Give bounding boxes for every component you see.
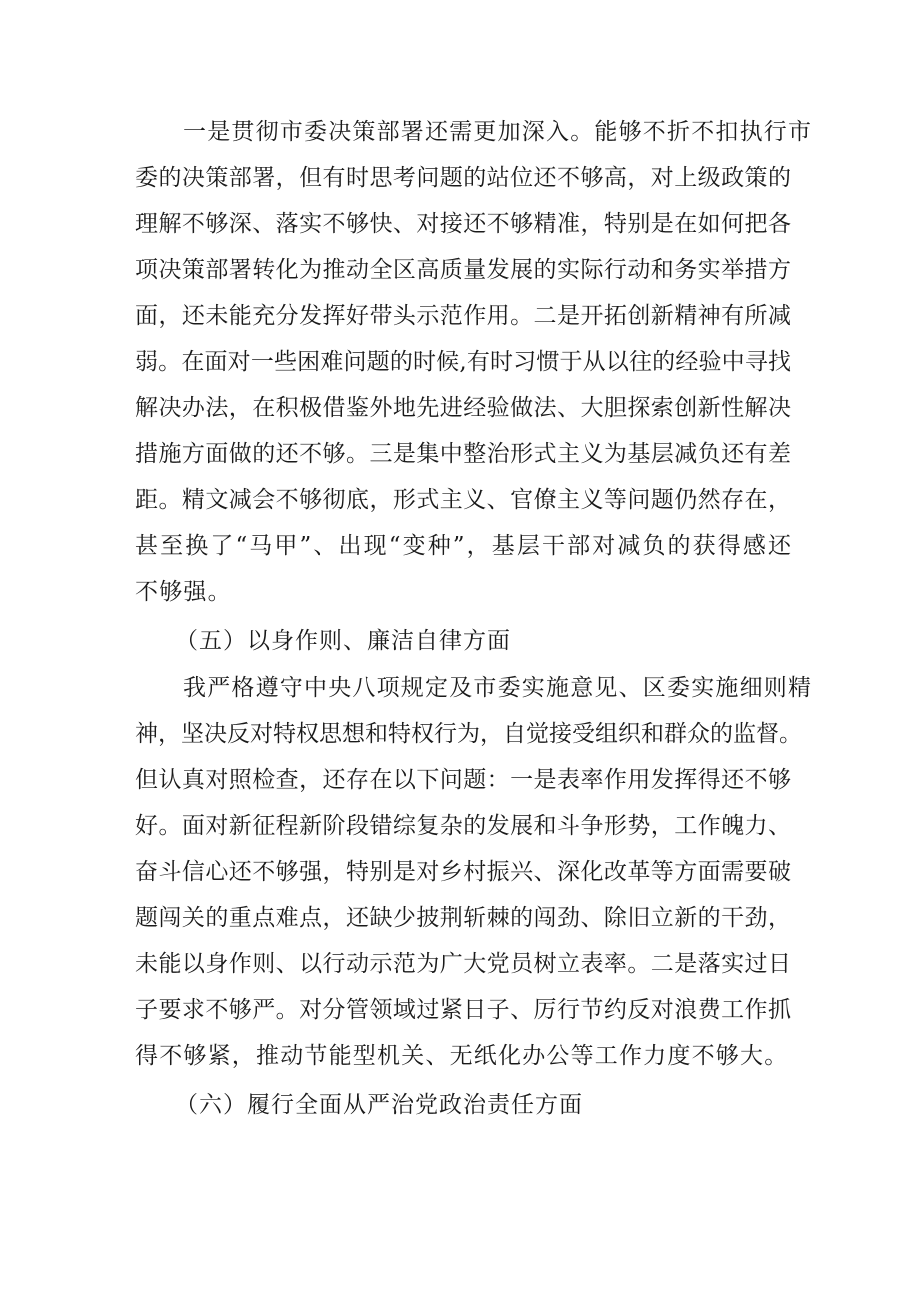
paragraph-2-line-5: 奋斗信心还不够强，特别是对乡村振兴、深化改革等方面需要破 <box>135 859 791 885</box>
paragraph-2-line-6: 题闯关的重点难点，还缺少披荆斩棘的闯劲、除旧立新的干劲， <box>135 905 791 931</box>
paragraph-1-line-8: 措施方面做的还不够。三是集中整治形式主义为基层减负还有差 <box>135 441 791 467</box>
paragraph-2-line-1: 我严格遵守中央八项规定及市委实施意见、区委实施细则精 <box>183 675 813 701</box>
paragraph-1-line-7: 解决办法，在积极借鉴外地先进经验做法、大胆探索创新性解决 <box>135 395 791 421</box>
paragraph-1-line-10: 甚至换了“马甲”、出现“变种”，基层干部对减负的获得感还 <box>135 533 791 559</box>
paragraph-1-line-11: 不够强。 <box>135 579 232 605</box>
paragraph-1-line-2: 委的决策部署，但有时思考问题的站位还不够高，对上级政策的 <box>135 165 791 191</box>
paragraph-2-line-8: 子要求不够严。对分管领域过紧日子、厉行节约反对浪费工作抓 <box>135 997 791 1023</box>
paragraph-1-line-3: 理解不够深、落实不够快、对接还不够精准，特别是在如何把各 <box>135 211 791 237</box>
paragraph-2-line-2: 神，坚决反对特权思想和特权行为，自觉接受组织和群众的监督。 <box>135 721 802 747</box>
paragraph-2-line-3: 但认真对照检查，还存在以下问题：一是表率作用发挥得还不够 <box>135 767 791 793</box>
paragraph-1-line-1: 一是贯彻市委决策部署还需更加深入。能够不折不扣执行市 <box>183 119 813 145</box>
paragraph-1-line-4: 项决策部署转化为推动全区高质量发展的实际行动和务实举措方 <box>135 257 791 283</box>
paragraph-1-line-9: 距。精文减会不够彻底，形式主义、官僚主义等问题仍然存在， <box>135 487 791 513</box>
paragraph-2-line-4: 好。面对新征程新阶段错综复杂的发展和斗争形势，工作魄力、 <box>135 813 791 839</box>
paragraph-1-line-5: 面，还未能充分发挥好带头示范作用。二是开拓创新精神有所减 <box>135 303 791 329</box>
section-6-heading: （六）履行全面从严治党政治责任方面 <box>175 1092 583 1118</box>
paragraph-2-line-7: 未能以身作则、以行动示范为广大党员树立表率。二是落实过日 <box>135 951 791 977</box>
paragraph-1-line-6: 弱。在面对一些困难问题的时候,有时习惯于从以往的经验中寻找 <box>135 349 791 375</box>
section-5-heading: （五）以身作则、廉洁自律方面 <box>175 628 511 654</box>
paragraph-2-line-9: 得不够紧，推动节能型机关、无纸化办公等工作力度不够大。 <box>135 1043 789 1069</box>
